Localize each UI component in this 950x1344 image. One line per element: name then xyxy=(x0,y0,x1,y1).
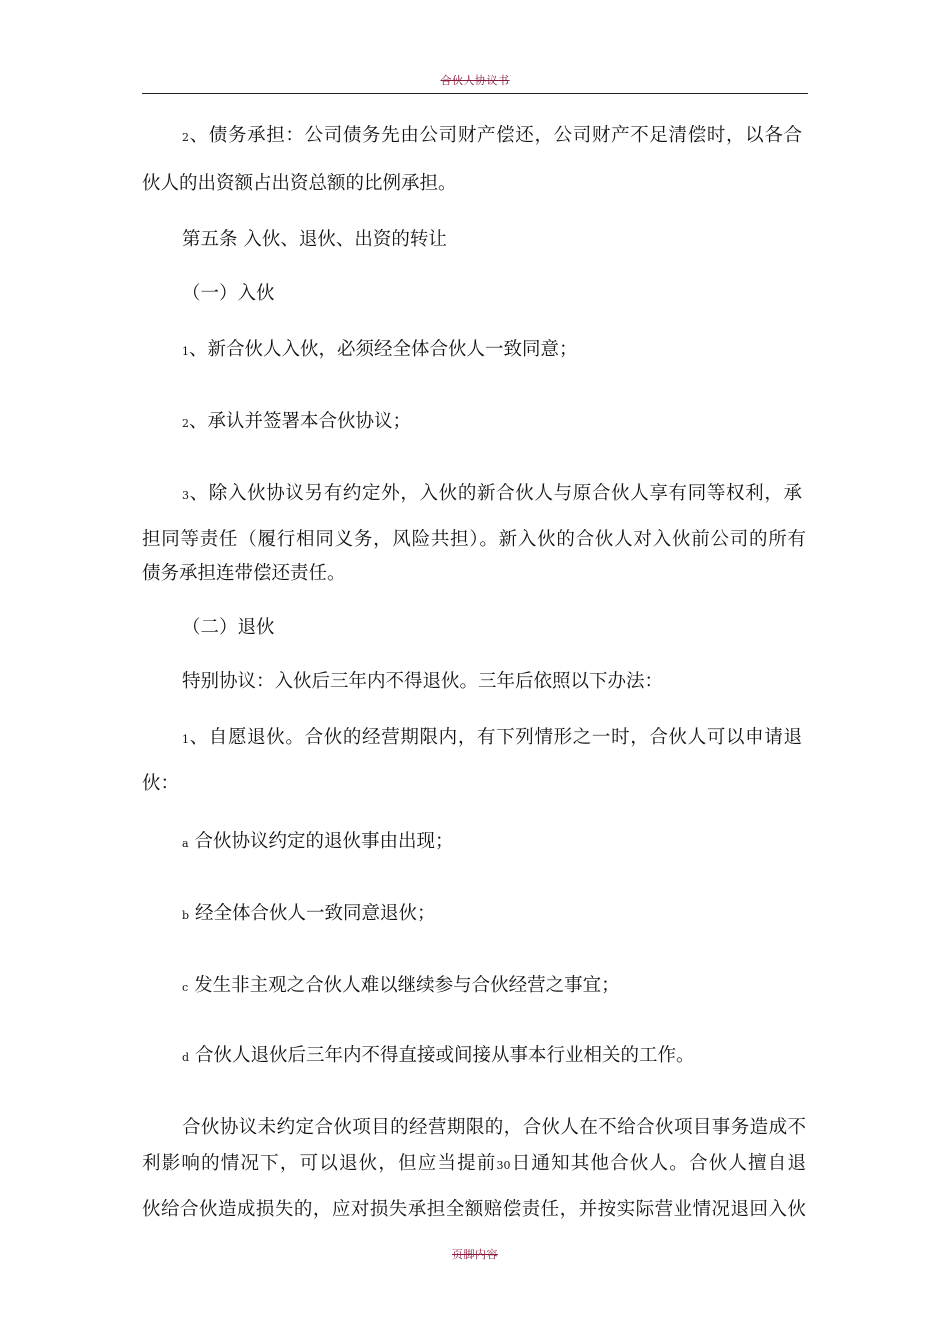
item-text: 经全体合伙人一致同意退伙； xyxy=(194,903,436,924)
item-number: 2 xyxy=(182,131,189,144)
paragraph-no-term-line-2 xyxy=(142,1152,806,1178)
item-text: 、除入伙协议另有约定外，入伙的新合伙人与原合伙人享有同等权利，承 xyxy=(189,483,802,504)
item-text: 合伙协议约定的退伙事由出现； xyxy=(194,831,454,852)
item-marker: a xyxy=(182,837,189,850)
join-item-3-line-3: 债务承担连带偿还责任。 xyxy=(142,563,346,584)
sub-item-c xyxy=(182,974,620,1000)
item-number: 1 xyxy=(182,733,189,746)
footer-label: 页脚内容 xyxy=(452,1248,498,1261)
item-number: 3 xyxy=(182,489,189,502)
quit-item-1-line-1 xyxy=(182,726,802,752)
paragraph-text: 日通知其他合伙人。合伙人擅自退 xyxy=(510,1153,806,1174)
day-count: 30 xyxy=(496,1159,511,1172)
item-text: 、自愿退伙。合伙的经营期限内，有下列情形之一时，合伙人可以申请退 xyxy=(189,727,802,748)
item-text: 、承认并签署本合伙协议； xyxy=(189,411,412,432)
sub-item-d xyxy=(182,1044,694,1070)
join-item-3-line-1 xyxy=(182,482,802,508)
special-agreement: 特别协议：入伙后三年内不得退伙。三年后依照以下办法： xyxy=(182,671,664,692)
join-item-2 xyxy=(182,410,411,436)
paragraph-debt-line-1 xyxy=(182,124,802,150)
section-heading-join: （一）入伙 xyxy=(182,283,275,304)
section-heading-quit: （二）退伙 xyxy=(182,617,275,638)
item-number: 2 xyxy=(182,417,189,430)
header-title: 合伙人协议书 xyxy=(440,74,510,87)
paragraph-text: 利影响的情况下，可以退伙，但应当提前 xyxy=(142,1153,497,1174)
item-text: 合伙人退伙后三年内不得直接或间接从事本行业相关的工作。 xyxy=(194,1045,695,1066)
article-heading: 第五条 入伙、退伙、出资的转让 xyxy=(182,229,447,250)
item-marker: b xyxy=(182,909,190,922)
item-text: 发生非主观之合伙人难以继续参与合伙经营之事宜； xyxy=(194,975,620,996)
item-text: 、新合伙人入伙，必须经全体合伙人一致同意； xyxy=(189,339,578,360)
quit-item-1-line-2: 伙： xyxy=(142,773,180,794)
join-item-3-line-2: 担同等责任（履行相同义务，风险共担）。新入伙的合伙人对入伙前公司的所有 xyxy=(142,529,806,550)
paragraph-no-term-line-1: 合伙协议未约定合伙项目的经营期限的，合伙人在不给合伙项目事务造成不 xyxy=(182,1117,806,1138)
join-item-1 xyxy=(182,338,578,364)
paragraph-debt-line-2: 伙人的出资额占出资总额的比例承担。 xyxy=(142,173,457,194)
item-marker: d xyxy=(182,1051,190,1064)
paragraph-text: 、债务承担：公司债务先由公司财产偿还，公司财产不足清偿时，以各合 xyxy=(189,125,802,146)
paragraph-no-term-line-3: 伙给合伙造成损失的，应对损失承担全额赔偿责任，并按实际营业情况退回入伙 xyxy=(142,1199,806,1220)
sub-item-b xyxy=(182,902,435,928)
header-divider xyxy=(142,93,808,94)
sub-item-a xyxy=(182,830,453,856)
item-marker: c xyxy=(182,981,189,994)
item-number: 1 xyxy=(182,345,189,358)
